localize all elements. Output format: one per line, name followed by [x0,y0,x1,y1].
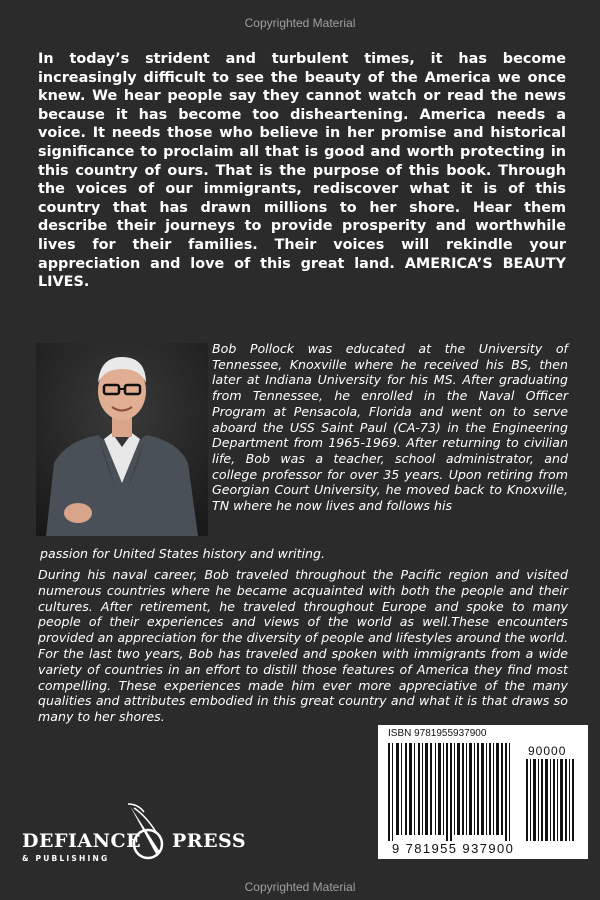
author-bio-naval: During his naval career, Bob traveled throughout the Pacific region and visited numerous countries where he became acquainted with both the people and their cultures. After retirement, he traveled throughout Europe and spoke to many people of their experiences and views of the world as well.These encounters provided an appreciation for the diversity of people and lifestyles around the world. For the last two years, Bob has traveled and spoken with immigrants from a wide variety of countries in an effort to distill those features of America they find most compelling. These experiences made him ever more appreciative of the many qualities and attributes embodied in this great country and what it is that draws so many to her shores. [38,567,568,725]
price-code: 90000 [528,744,567,758]
author-photo [36,343,208,536]
watermark-bottom: Copyrighted Material [244,880,356,894]
publisher-name-right: PRESS [172,830,247,852]
author-bio-intro: Bob Pollock was educated at the University of Tennessee, Knoxville where he received his BS, then later at Indiana University for his MS. After graduating from Tennessee, he enrolled in the Naval Officer Program at Pensacola, Florida and went on to serve aboard the USS Saint Paul (CA-73) in the Engineering Department from 1965-1969. After returning to civilian life, Bob was a teacher, school administrator, and college professor for over 35 years. Upon retiring from Georgian Court University, he moved back to Knoxville, TN where he now lives and follows his [212,341,568,514]
quill-compass-icon [126,802,170,868]
blurb-body: In today’s strident and turbulent times, it has become increasingly difficult to see the beauty of the America we once knew. We hear people say they cannot watch or read the news because it has become too disheartening. America needs a voice. It needs those who believe in her promise and historical significance to proclaim all that is good and worth protecting in this country of ours. That is the purpose of this book. Through the voices of our immigrants, rediscover what it is of this country that has drawn millions to her shore. Hear them describe their journeys to provide prosperity and worthwhile lives for their families. Their voices will rekindle your appreciation and love of this great land. [38,51,566,272]
publisher-subline: & PUBLISHING [22,854,110,863]
author-portrait-image [36,343,208,536]
blurb-tagline: AMERICA’S BEAUTY LIVES. [38,255,566,291]
back-cover-blurb [38,50,566,292]
publisher-name-left: DEFIANCE [22,830,142,852]
isbn-barcode [378,725,588,859]
watermark-top: Copyrighted Material [244,16,356,30]
isbn-label: ISBN 9781955937900 [388,728,487,739]
barcode-bars [378,725,588,859]
barcode-digits: 9 781955 937900 [392,841,515,856]
publisher-logo [22,800,262,870]
author-bio-intro-tail: passion for United States history and writing. [40,546,326,561]
